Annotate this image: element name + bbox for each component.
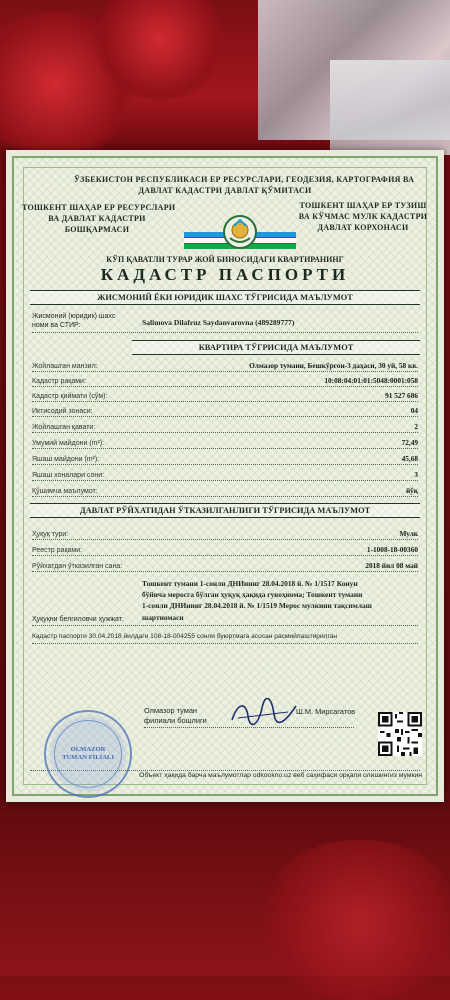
rights-doc-line4: шартномаси	[142, 613, 184, 622]
section-person-heading: ЖИСМОНИЙ ЁКИ ЮРИДИК ШАХС ТЎГРИСИДА МАЪЛУМОТ	[30, 290, 420, 305]
stamp-text: OLMAZOR TUMAN FILIALI	[62, 746, 114, 761]
background-rose	[250, 840, 450, 1000]
row-value: 04	[410, 406, 418, 415]
registration-row	[32, 558, 418, 572]
signature-icon	[228, 698, 300, 728]
apartment-row	[32, 388, 418, 402]
document-title: КАДАСТР ПАСПОРТИ	[100, 265, 350, 284]
row-value: 3	[414, 470, 418, 479]
row-label: Ҳуқуқ тури:	[32, 531, 69, 538]
row-label: Жойлашган қавати:	[32, 424, 96, 431]
header-right-line3: ДАВЛАТ КОРХОНАСИ	[317, 223, 409, 232]
row-value: 2	[414, 422, 418, 431]
person-label-line1: Жисмоний (юридик) шахс	[32, 313, 116, 320]
row-label: Жойлашган манзил:	[32, 363, 98, 370]
row-label: Рўйхатдан ўтказилган сана:	[32, 563, 123, 570]
rights-doc-line1: Тошкент тумани 1-сонли ДНИнинг 28.04.2018 й. № 1/1517 Конун	[142, 579, 358, 588]
header-left-line3: БОШҚАРМАСИ	[64, 225, 130, 234]
footer-note: Объект ҳақида барча маълумотлар odkookno.uz веб саҳифаси орқали олишингиз мумкин	[139, 772, 422, 779]
row-value: 91 527 686	[385, 391, 418, 400]
row-value: 1-1008-18-00360	[366, 545, 418, 554]
registration-row	[32, 526, 418, 540]
row-label: Умумий майдони (m²):	[32, 440, 105, 447]
signer-org-line1: Олмазор туман	[144, 706, 198, 715]
row-label: Яшаш майдони (m²):	[32, 456, 100, 463]
row-label: Кадастр қиймати (сўм):	[32, 393, 108, 400]
person-row-line	[32, 332, 418, 333]
row-value: 72,49	[401, 438, 418, 447]
row-value: йўқ	[405, 486, 418, 495]
row-label: Кадастр рақами:	[32, 378, 86, 385]
row-label: Реестр рақами:	[32, 547, 83, 554]
person-label-line2: номи ва СТИР:	[32, 322, 81, 329]
apartment-row	[32, 467, 418, 481]
apartment-row	[32, 435, 418, 449]
rights-doc-line2: бўйича меросга бўлган ҳуқуқ ҳақида гувоҳнома; Тошкент тумани	[142, 590, 363, 599]
official-stamp	[44, 710, 132, 798]
cadastral-passport	[6, 150, 444, 802]
row-value: 2018 йил 08 май	[365, 561, 418, 570]
registration-row	[32, 542, 418, 556]
apartment-row	[32, 451, 418, 465]
qr-code-icon	[378, 712, 422, 756]
section-registration-heading: ДАВЛАТ РЎЙХАТИДАН ЎТКАЗИЛГАНЛИГИ ТЎГРИСИДА МАЪЛУМОТ	[30, 503, 420, 518]
header-left-line1: ТОШКЕНТ ШАҲАР ЕР РЕСУРСЛАРИ	[22, 203, 176, 212]
row-label: Қўшимча маълумот:	[32, 488, 98, 495]
row-label: Иктисодий зонаси:	[32, 408, 93, 415]
signer-name: Ш.М. Мирсагатов	[296, 707, 356, 716]
header-left-line2: ВА ДАВЛАТ КАДАСТРИ	[48, 214, 146, 223]
header-right-line2: ВА КЎЧМАС МУЛК КАДАСТРИ	[298, 212, 428, 221]
apartment-row	[32, 419, 418, 433]
apartment-row	[32, 483, 418, 497]
row-value: Олмазор тумани, Бешкўргон-3 даҳаси, 30 уй, 58 кв.	[249, 361, 418, 370]
signature-underline	[144, 727, 354, 728]
header-center-line2: ДАВЛАТ КАДАСТРИ ДАВЛАТ ҚЎМИТАСИ	[138, 186, 312, 195]
row-value: 45,68	[401, 454, 418, 463]
row-label: Яшаш хоналари сони:	[32, 472, 105, 479]
note-row-line	[32, 643, 418, 644]
header-right-line1: ТОШКЕНТ ШАҲАР ЕР ТУЗИШ	[299, 201, 427, 210]
header-center-line1: ЎЗБЕКИСТОН РЕСПУБЛИКАСИ ЕР РЕСУРСЛАРИ, ГЕОДЕЗИЯ, КАРТОГРАФИЯ ВА	[74, 175, 415, 184]
document-frame	[12, 156, 438, 796]
row-value: 10:08:04:01:01:5048:0001:058	[324, 376, 418, 385]
emblem-flag	[184, 210, 296, 260]
rights-row-line	[32, 625, 418, 626]
background-bag	[330, 60, 450, 155]
signer-org-line2: филиали бошлиги	[144, 716, 207, 725]
person-value: Salimova Dilafruz Saydanvarovna (489289777)	[142, 318, 295, 327]
state-emblem-icon	[222, 212, 258, 252]
apartment-row	[32, 358, 418, 372]
apartment-row	[32, 403, 418, 417]
rights-doc-label: Ҳуқуқни белгиловчи ҳужжат:	[32, 616, 124, 623]
passport-note: Кадастр паспорти 30.04.2018 йилдаги 108-18-004255 сонли буюртмага асосан расмийлаштирилган	[32, 633, 338, 640]
document-subtitle: КЎП ҚАВАТЛИ ТУРАР ЖОЙ БИНОСИДАГИ КВАРТИРАНИНГ	[106, 255, 344, 264]
apartment-row	[32, 373, 418, 387]
row-value: Мулк	[399, 529, 418, 538]
section-apartment-heading: КВАРТИРА ТЎГРИСИДА МАЪЛУМОТ	[132, 340, 420, 355]
rights-doc-line3: 1-сонли ДНИнинг 28.04.2018 й. № 1/1519 Мерос мулкини тақсимлаш	[142, 601, 372, 610]
